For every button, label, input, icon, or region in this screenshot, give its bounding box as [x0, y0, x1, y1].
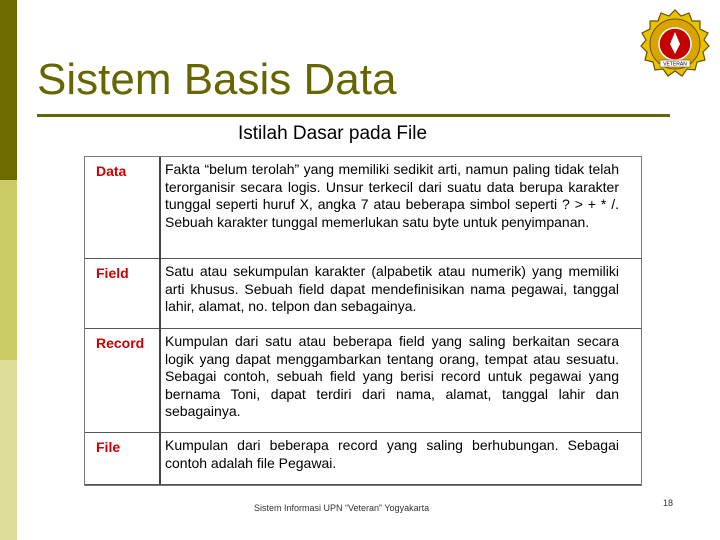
table-row-record: [85, 329, 641, 433]
sidebar-accent-dark: [0, 0, 17, 180]
definitions-table: [84, 156, 642, 486]
definition-record: Kumpulan dari satu atau beberapa field yang saling berkaitan secara logik yang dapat menggambarkan tentang orang, tempat atau sesuatu. Sebagai contoh, sebuah field yang berisi record untuk pegawai yang bernama Toni, dapat terdiri dari nama, alamat, tanggal lahir dan sebagainya.: [165, 333, 619, 419]
table-row-field: [85, 259, 641, 329]
slide-footer: Sistem Informasi UPN “Veteran” Yogyakarta: [254, 503, 430, 513]
slide-subtitle: Istilah Dasar pada File: [238, 123, 428, 144]
column-divider: [159, 157, 161, 485]
definition-data: Fakta “belum terolah” yang memiliki sedikit arti, namun paling tidak telah terorganisir secara logis. Unsur terkecil dari suatu data berupa karakter tunggal seperti huruf X, angka 7 atau beberapa simbol seperti ? > + * /. Sebuah karakter tunggal memerlukan satu byte untuk penyimpanan.: [165, 161, 619, 230]
table-row-file: [85, 433, 641, 485]
term-field: Field: [96, 265, 129, 281]
definition-file: Kumpulan dari beberapa record yang saling berhubungan. Sebagai contoh adalah file Pegawai.: [165, 437, 619, 471]
slide-title: Sistem Basis Data: [37, 55, 397, 104]
table-row-data: [85, 157, 641, 259]
definition-field: Satu atau sekumpulan karakter (alpabetik atau numerik) yang memiliki arti khusus. Sebuah field dapat mendefinisikan nama pegawai, tanggal lahir, alamat, no. telpon dan sebagainya.: [165, 263, 619, 314]
svg-text:VETERAN: VETERAN: [663, 61, 687, 68]
page-number: 18: [663, 498, 674, 508]
term-data: Data: [96, 163, 127, 179]
term-record: Record: [96, 335, 145, 351]
university-logo: [637, 8, 713, 80]
sidebar-accent-pale: [0, 360, 17, 540]
term-file: File: [96, 439, 121, 455]
title-divider: [37, 114, 670, 117]
